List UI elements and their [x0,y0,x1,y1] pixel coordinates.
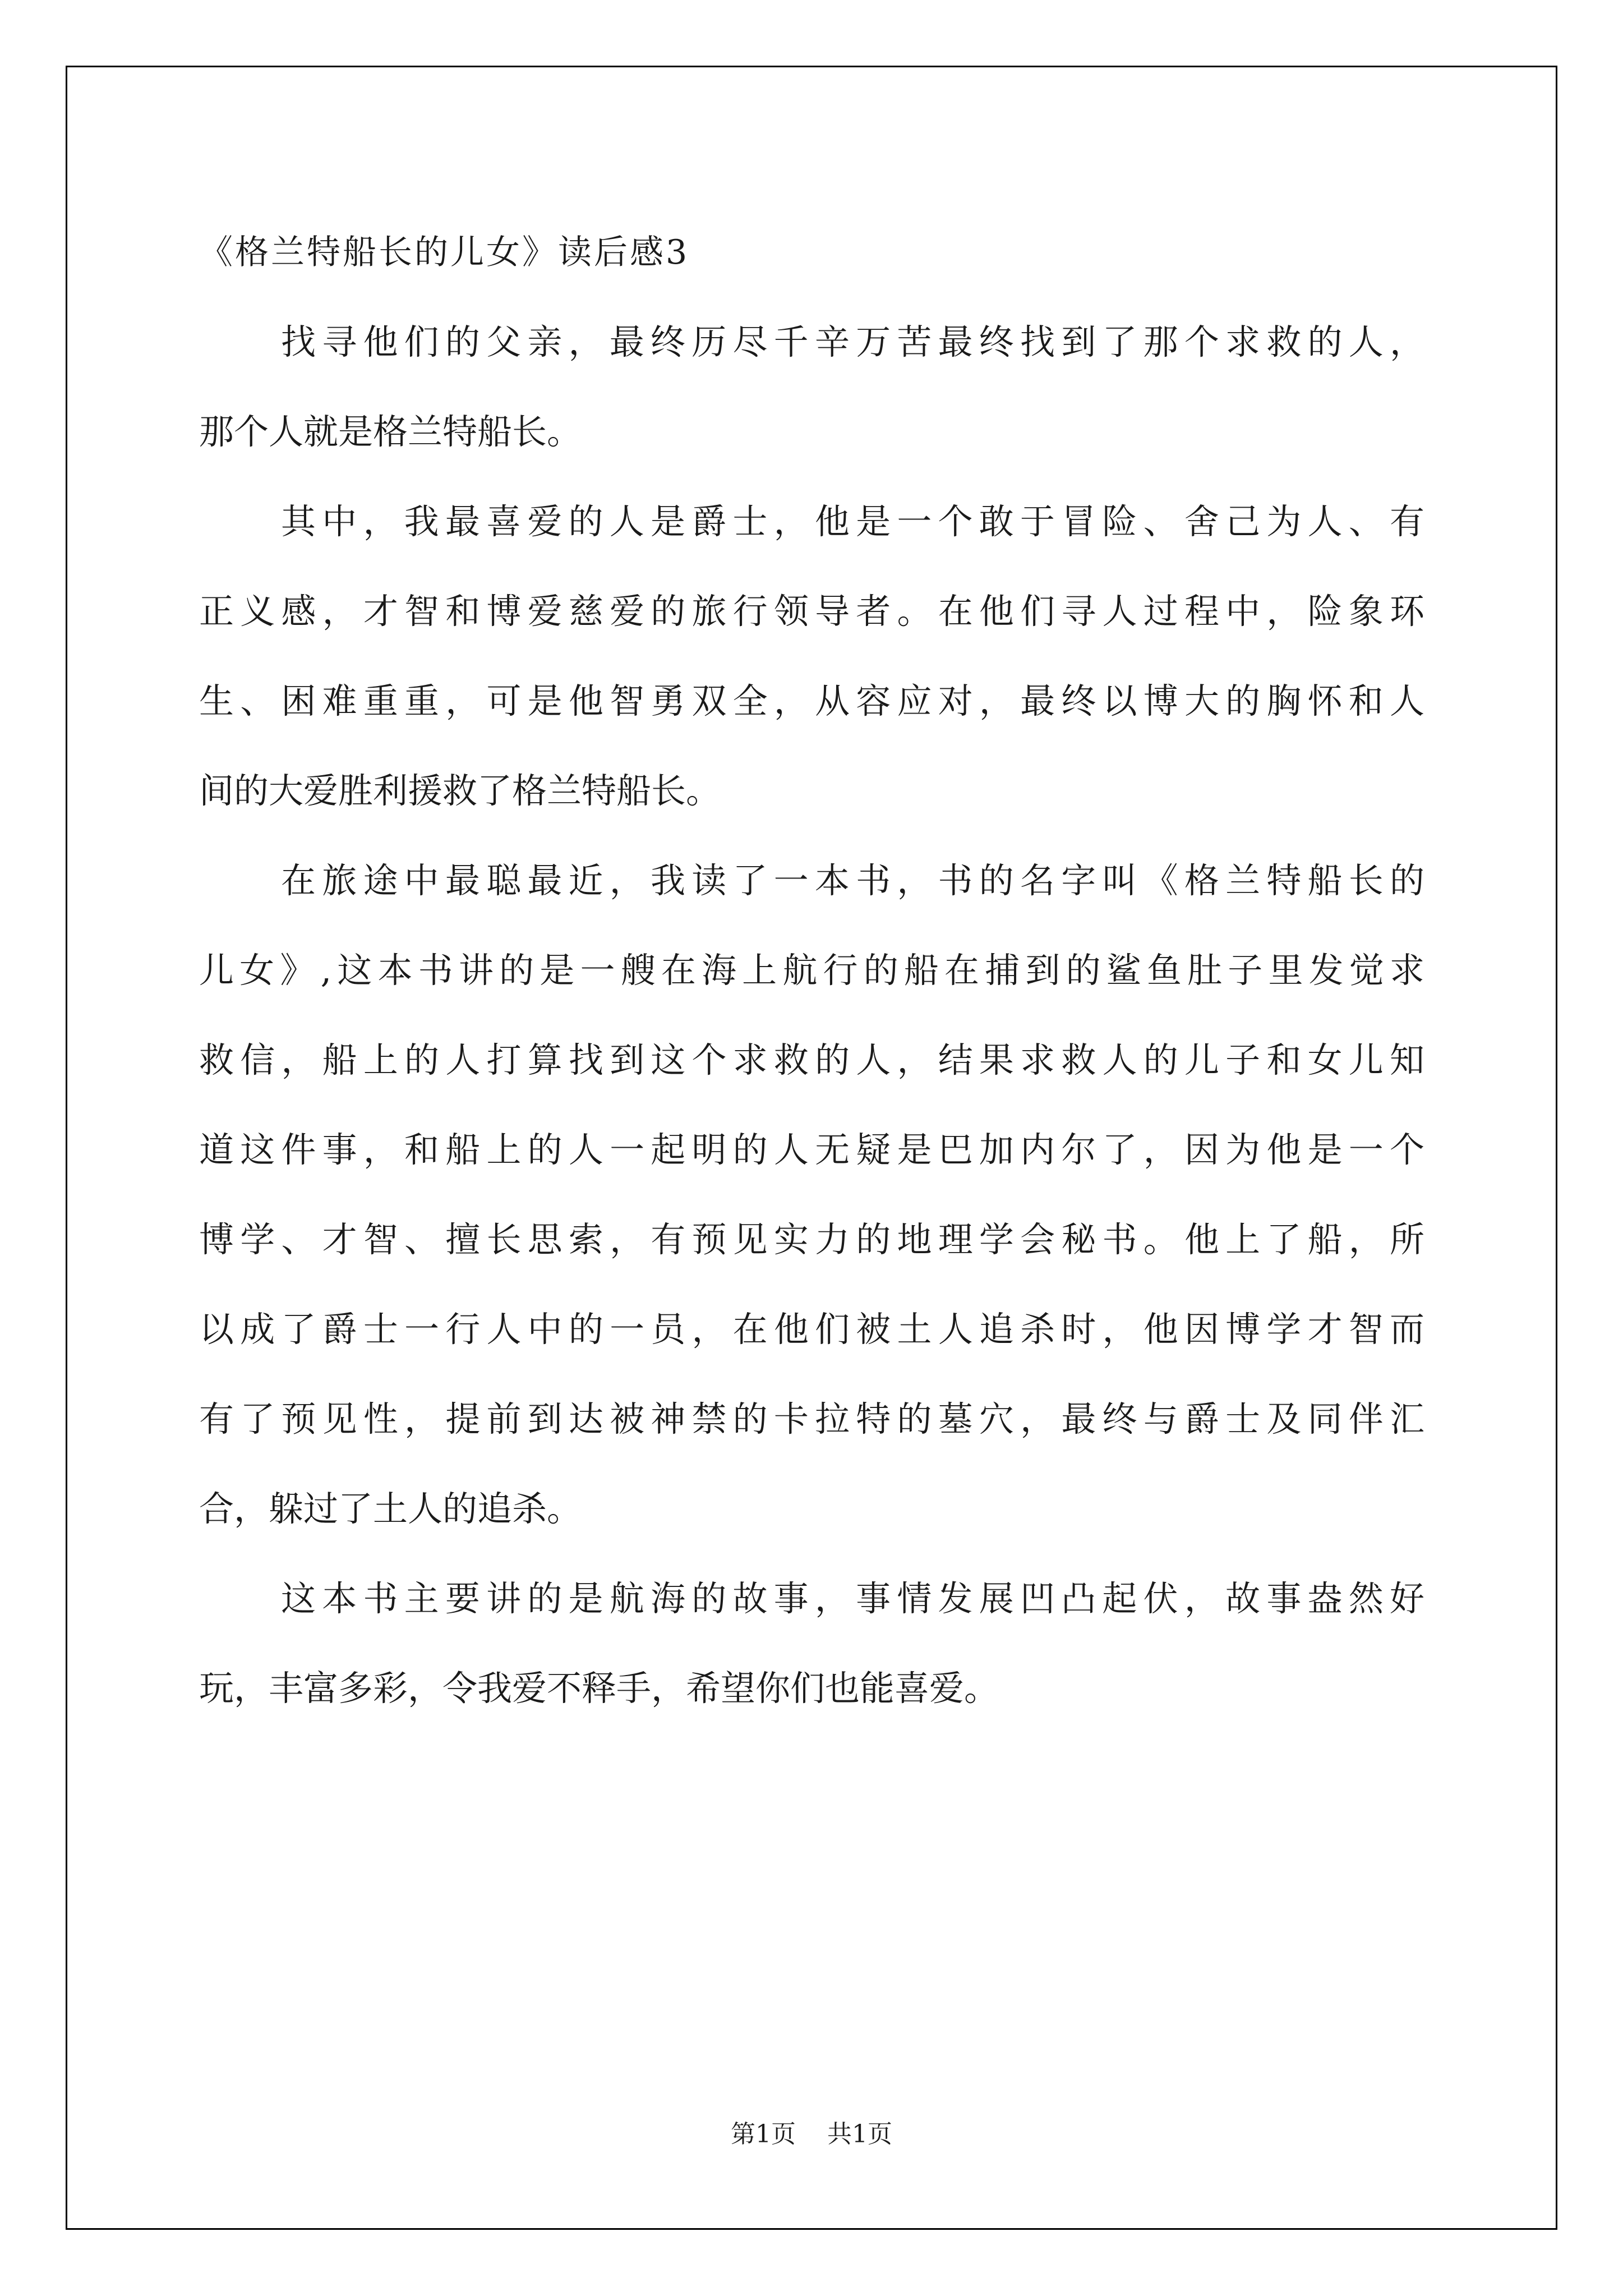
paragraph-2 [199,477,1424,836]
paragraph-3 [199,836,1424,1554]
paragraph-line: 博学、才智、擅长思索，有预见实力的地理学会秘书。他上了船，所 [199,1219,1424,1260]
paragraph-line: 间的大爱胜利援救了格兰特船长。 [199,770,721,811]
paragraph-line: 在旅途中最聪最近，我读了一本书，书的名字叫《格兰特船长的 [281,860,1424,901]
paragraph-line: 有了预见性，提前到达被神禁的卡拉特的墓穴，最终与爵士及同伴汇 [199,1398,1424,1439]
paragraph-line: 合，躲过了土人的追杀。 [199,1488,582,1529]
paragraph-line: 救信，船上的人打算找到这个求救的人，结果求救人的儿子和女儿知 [199,1039,1424,1080]
paragraph-line: 以成了爵士一行人中的一员，在他们被土人追杀时，他因博学才智而 [199,1309,1424,1350]
page-number-current: 第1页 [731,2120,796,2148]
paragraph-line: 找寻他们的父亲，最终历尽千辛万苦最终找到了那个求救的人， [281,321,1424,362]
page-number-total: 共1页 [827,2120,892,2148]
paragraph-line: 儿女》,这本书讲的是一艘在海上航行的船在捕到的鲨鱼肚子里发觉求 [199,950,1424,991]
document-body [199,208,1424,1733]
paragraph-line: 正义感，才智和博爱慈爱的旅行领导者。在他们寻人过程中，险象环 [199,591,1424,632]
paragraph-line: 其中，我最喜爱的人是爵士，他是一个敢于冒险、舍己为人、有 [281,501,1424,542]
paragraph-line: 玩，丰富多彩，令我爱不释手，希望你们也能喜爱。 [199,1668,999,1709]
paragraph-1 [199,297,1424,477]
page-footer [0,2118,1623,2151]
paragraph-line: 这本书主要讲的是航海的故事，事情发展凹凸起伏，故事盎然好 [281,1578,1424,1619]
paragraph-4 [199,1554,1424,1733]
document-title: 《格兰特船长的儿女》读后感3 [199,233,690,272]
paragraph-line: 生、困难重重，可是他智勇双全，从容应对，最终以博大的胸怀和人 [199,680,1424,721]
paragraph-line: 道这件事，和船上的人一起明的人无疑是巴加内尔了，因为他是一个 [199,1129,1424,1170]
paragraph-line: 那个人就是格兰特船长。 [199,411,582,452]
